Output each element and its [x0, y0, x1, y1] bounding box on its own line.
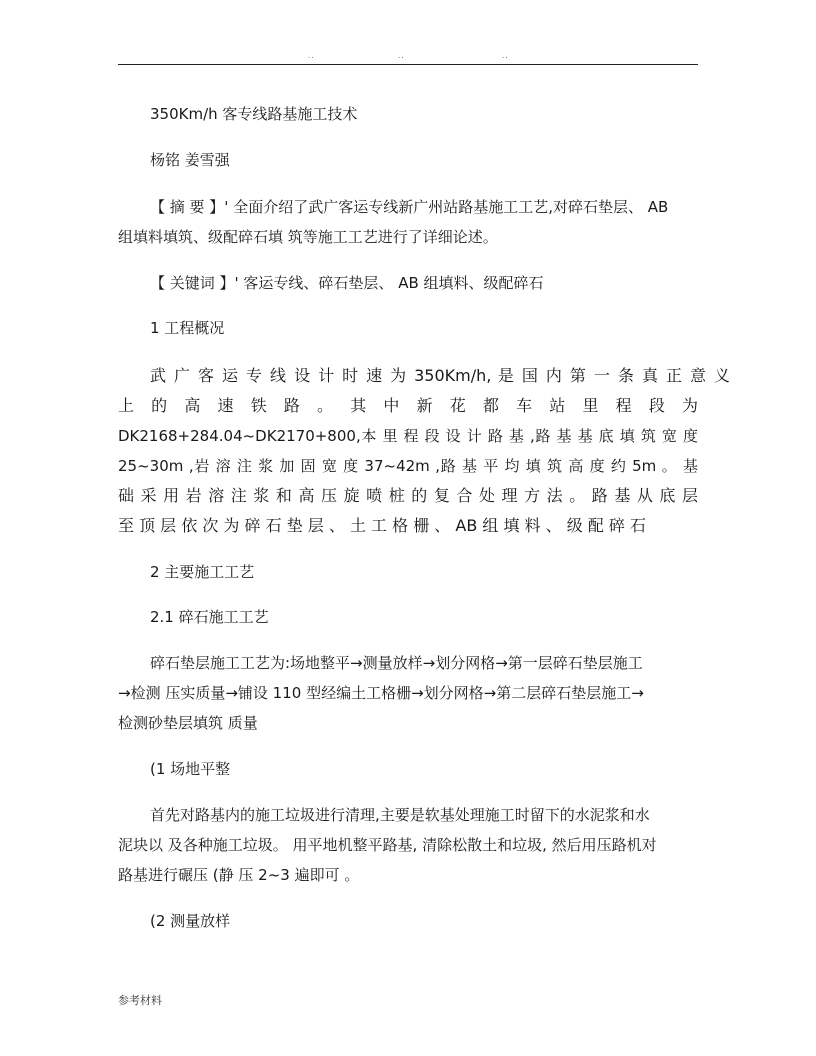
- header-rule: [118, 64, 698, 65]
- footer-label: 参考材料: [118, 994, 162, 1007]
- header-mark-1: ..: [308, 52, 315, 60]
- section-1-line: 上 的 高 速 铁 路 。 其 中 新 花 都 车 站 里 程 段 为: [118, 396, 698, 415]
- authors: 杨铭 姜雪强: [150, 151, 230, 169]
- process-line: 碎石垫层施工工艺为:场地整平→测量放样→划分网格→第一层碎石垫层施工: [150, 654, 643, 672]
- section-1-line: 25~30m ,岩 溶 注 浆 加 固 宽 度 37~42m ,路 基 平 均 填 筑 高 度 约 5m 。 基: [118, 457, 698, 475]
- document-title: 350Km/h 客专线路基施工技术: [150, 105, 358, 123]
- step-1-line: 泥块以 及各种施工垃圾。 用平地机整平路基, 清除松散土和垃圾, 然后用压路机对: [118, 836, 657, 854]
- process-line: →检测 压实质量→铺设 110 型经编土工格栅→划分网格→第二层碎石垫层施工→: [118, 684, 644, 702]
- section-2-1-heading: 2.1 碎石施工工艺: [150, 608, 269, 626]
- process-line: 检测砂垫层填筑 质量: [118, 714, 258, 732]
- header-mark-3: ..: [502, 52, 509, 60]
- section-2-heading: 2 主要施工工艺: [150, 563, 255, 581]
- section-1-heading: 1 工程概况: [150, 319, 225, 337]
- abstract-line-1: 【 摘 要 】' 全面介绍了武广客运专线新广州站路基施工工艺,对碎石垫层、 AB: [150, 198, 669, 216]
- keywords: 【 关键词 】' 客运专线、碎石垫层、 AB 组填料、级配碎石: [150, 274, 544, 292]
- section-1-line: DK2168+284.04~DK2170+800,本 里 程 段 设 计 路 基 ,路 基 基 底 填 筑 宽 度: [118, 427, 698, 445]
- abstract-line-2: 组填料填筑、级配碎石填 筑等施工工艺进行了详细论述。: [118, 228, 498, 246]
- header-mark-2: ..: [398, 52, 405, 60]
- section-1-line: 至 顶 层 依 次 为 碎 石 垫 层 、 土 工 格 栅 、 AB 组 填 料 、 级 配 碎 石: [118, 516, 646, 535]
- step-1-line: 路基进行碾压 (静 压 2~3 遍即可 。: [118, 866, 360, 884]
- section-1-line: 础 采 用 岩 溶 注 浆 和 高 压 旋 喷 桩 的 复 合 处 理 方 法 。 路 基 从 底 层: [118, 486, 698, 505]
- section-1-line: 武 广 客 运 专 线 设 计 时 速 为 350Km/h, 是 国 内 第 一 条 真 正 意 义: [150, 366, 730, 385]
- step-1-line: 首先对路基内的施工垃圾进行清理,主要是软基处理施工时留下的水泥浆和水: [150, 806, 650, 824]
- step-2-heading: (2 测量放样: [150, 912, 231, 930]
- step-1-heading: (1 场地平整: [150, 760, 231, 778]
